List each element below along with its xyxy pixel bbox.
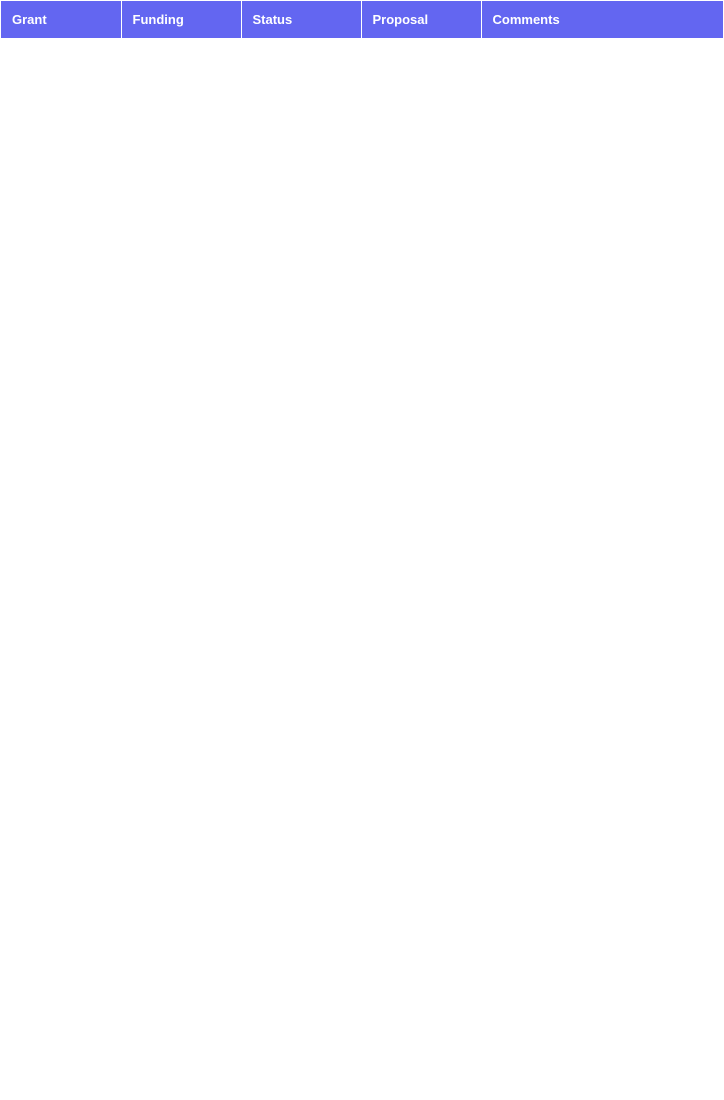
column-header-comments[interactable]: Comments: [481, 1, 723, 38]
column-header-status[interactable]: Status: [241, 1, 361, 38]
column-header-grant[interactable]: Grant: [1, 1, 121, 38]
column-header-funding[interactable]: Funding: [121, 1, 241, 38]
grants-table-container: [1, 1, 723, 38]
column-header-proposal[interactable]: Proposal: [361, 1, 481, 38]
grants-table: [1, 1, 723, 38]
header-row: [1, 1, 723, 38]
table-header: [1, 1, 723, 38]
